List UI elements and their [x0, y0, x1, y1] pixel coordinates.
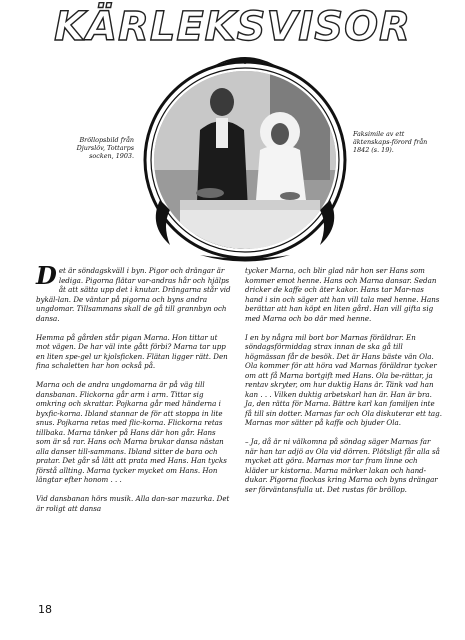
paragraph	[36, 261, 232, 323]
page-number: 18	[38, 603, 52, 616]
page-title: KÄRLEKSVISOR	[54, 4, 411, 50]
paragraph: Vid dansbanan hörs musik. Alla dan-sar mazurka. Det är roligt att dansa	[36, 494, 230, 513]
facsimile-caption: Faksimile av ett äktenskaps-förord från 1842 (s. 19).	[353, 130, 428, 154]
paragraph: I en by några mil bort bor Marnas föräldrar. En söndagsförmiddag strax innan de ska gå till högmässan får de besök. Det är Hans bäste vän Ola. Ola kommer för att höra vad Marnas föräldrar tycker om att få Marna bortgift med Hans. Ola be-rättar, ja rentav skryter, om hur duktig Hans är. Tänk vad han kan . . . Vilken duktig arbetskarl han är. Han är bra. Ja, den rätta för Marna. Bättre karl kan familjen inte få till sin dotter. Marnas far och Ola diskuterar ett tag. Marnas mor sätter på kaffe och bjuder Ola.	[245, 332, 442, 427]
paragraph-text: et är söndagskväll i byn. Pigor och drängar är lediga. Pigorna flätar var-andras hår och hjälps åt att sätta upp det i knutar. Drängarna står vid bykäl-lan. De väntar på pigorna och byns andra ungdomar. Tillsammans skall de gå till grannbyn och dansa.	[36, 266, 231, 323]
paragraph: tycker Marna, och blir glad när hon ser Hans som kommer emot henne. Hans och Marna dansar. Sedan dricker de kaffe och äter kakor. Hans tar Mar-nas hand i sin och säger att han vill tala med henne. Hans berättar att han köpt en liten gård. Han vill gifta sig med Marna och bo där med henne.	[245, 266, 440, 323]
photo-caption: Bröllopsbild från Djurslöv, Tottarps socken, 1903.	[76, 136, 134, 160]
left-column	[36, 261, 232, 523]
paragraph: Hemma på gården står pigan Marna. Hon tittar ut mot vägen. De har väl inte gått förbi? Marna tar upp en liten spe-gel ur kjolsficken. Flätan ligger rätt. Den fina schaletten har hon också på.	[36, 332, 228, 370]
drop-cap: D	[36, 261, 57, 290]
right-column	[245, 266, 442, 504]
wedding-photo	[140, 50, 350, 262]
paragraph: Marna och de andra ungdomarna är på väg till dansbanan. Flickorna går arm i arm. Tittar sig omkring och skrattar. Pojkarna går med händerna i byxfic-korna. Ibland stannar de för att stoppa in lite snus. Pojkarna retas med flic-korna. Flickorna retas tillbaka. Marna tänker på Hans där hon går. Hans som är så rar. Hans och Marna brukar dansa nästan alla danser till-sammans. Ibland sitter de bara och pratar. Det går så lätt att prata med Hans. Han tycks förstå allting. Marna tycker mycket om Hans. Hon längtar efter honom . . .	[36, 380, 227, 484]
paragraph: – Ja, då är ni välkomna på söndag säger Marnas far när han tar adjö av Ola vid dörren. Plötsligt får alla så mycket att göra. Marnas mor tar fram linne och kläder ur kistorna. Marna märker lakan och hand-dukar. Pigorna flockas kring Marna och byns drängar ser förväntansfulla ut. Det rustas för bröllop.	[245, 437, 440, 494]
